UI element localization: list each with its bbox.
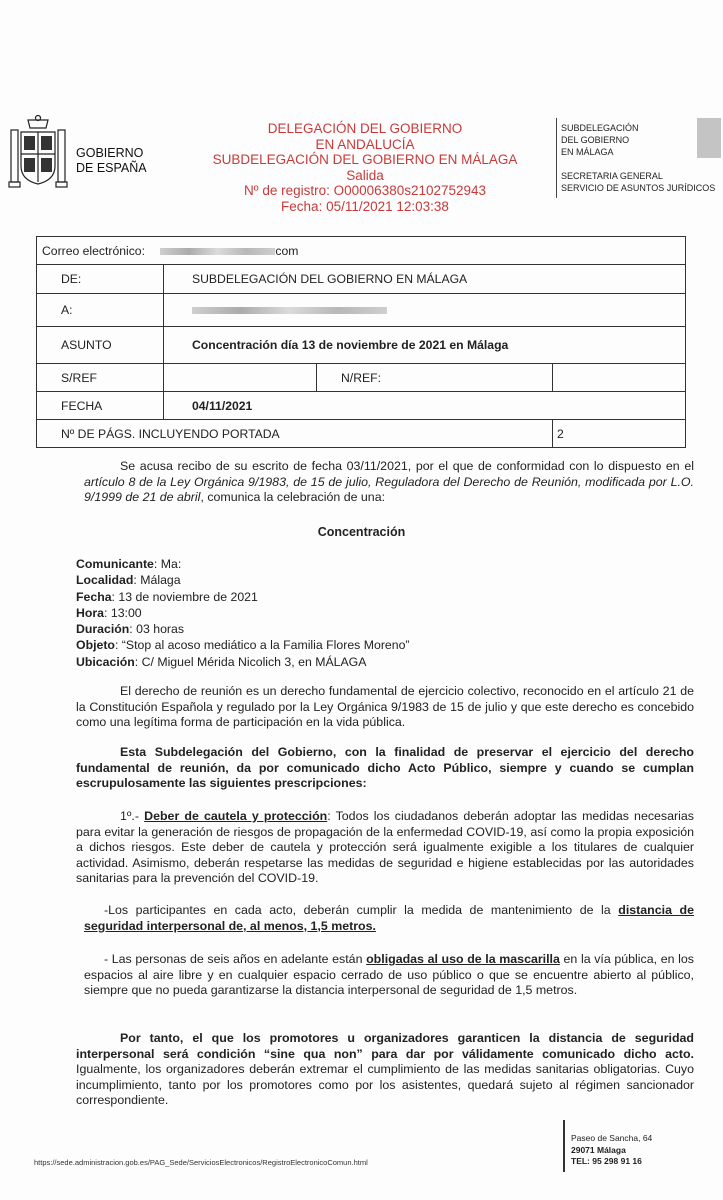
gobierno-de-espana-label: GOBIERNO DE ESPAÑA bbox=[76, 146, 147, 175]
footer-url: https://sede.administracion.gob.es/PAG_Sede/ServiciosElectronicos/RegistroElectronicoComun.html bbox=[34, 1158, 368, 1167]
table-row bbox=[37, 237, 686, 265]
nref-label: N/REF: bbox=[341, 370, 381, 385]
a-label: A: bbox=[37, 294, 164, 327]
table-row bbox=[37, 294, 686, 327]
pages-value: 2 bbox=[553, 420, 686, 448]
address-divider bbox=[563, 1120, 565, 1172]
sref-label: S/REF bbox=[37, 364, 164, 392]
fecha-value: 04/11/2021 bbox=[164, 392, 686, 420]
correo-label: Correo electrónico: bbox=[42, 243, 145, 258]
detail-fecha: Fecha: 13 de noviembre de 2021 bbox=[76, 589, 258, 604]
footer-address: Paseo de Sancha, 64 29071 Málaga TEL: 95 298 91 16 bbox=[571, 1133, 653, 1166]
distancia-paragraph: -Los participantes en cada acto, deberán cumplir la medida de mantenimiento de la distancia de seguridad interpersonal de, al menos, 1,5 metros. bbox=[84, 903, 694, 933]
prescripciones-paragraph: Esta Subdelegación del Gobierno, con la finalidad de preservar el ejercicio del derecho fundamental de reunión, da por comunicado dicho Acto Público, siempre y cuando se cumplan escrupulosamente las siguientes prescripciones: bbox=[76, 745, 694, 790]
detail-hora: Hora: 13:00 bbox=[76, 605, 142, 620]
table-row bbox=[37, 420, 686, 448]
redacted-email bbox=[160, 248, 275, 255]
conclusion-paragraph: Por tanto, el que los promotores u organizadores garanticen la distancia de seguridad interpersonal será condición “sine qua non” para dar por válidamente comunicado dicho acto. Igualmente, los organizadores deberán extremar el cumplimiento de las medidas sanitarias obligatorias. Cuyo incumplimiento, tanto por los promotores como por los asistentes, quedará sujeto al régimen sancionador correspondiente. bbox=[76, 1031, 694, 1107]
asunto-value: Concentración día 13 de noviembre de 2021 en Málaga bbox=[164, 327, 686, 364]
cover-table bbox=[36, 236, 686, 448]
fecha-label: FECHA bbox=[37, 392, 164, 420]
de-value: SUBDELEGACIÓN DEL GOBIERNO EN MÁLAGA bbox=[164, 265, 686, 294]
details-list bbox=[76, 556, 410, 670]
intro-paragraph: Se acusa recibo de su escrito de fecha 03/11/2021, por el que de conformidad con lo dispuesto en el artículo 8 de la Ley Orgánica 9/1983, de 15 de julio, Reguladora del Derecho de Reunión, modificada por L.O. 9/1999 de 21 de abril, comunica la celebración de una: bbox=[84, 459, 694, 504]
mascarilla-paragraph: - Las personas de seis años en adelante están obligadas al uso de la mascarilla en la vía pública, en los espacios al aire libre y en cualquier espacio cerrado de uso público o que se encuentre abierto al público, siempre que no pueda garantizarse la distancia interpersonal de seguridad de 1,5 metros. bbox=[84, 952, 694, 997]
correo-value: com bbox=[275, 243, 299, 258]
detail-ubicacion: Ubicación: C/ Miguel Mérida Nicolich 3, en MÁLAGA bbox=[76, 654, 367, 669]
derecho-paragraph: El derecho de reunión es un derecho fundamental de ejercicio colectivo, reconocido en el artículo 21 de la Constitución Española y regulado por la Ley Orgánica 9/1983 de 15 de julio y que este derecho es concebido como una legítima forma de participación en la vida pública. bbox=[76, 684, 694, 729]
decorative-block bbox=[697, 118, 721, 158]
table-row bbox=[37, 327, 686, 364]
table-row bbox=[37, 265, 686, 294]
detail-objeto: Objeto: “Stop al acoso mediático a la Familia Flores Moreno” bbox=[76, 638, 410, 653]
table-row bbox=[37, 392, 686, 420]
detail-localidad: Localidad: Málaga bbox=[76, 573, 181, 588]
coat-of-arms-logo bbox=[8, 114, 68, 194]
deber-cautela-paragraph: 1º.- Deber de cautela y protección: Todos los ciudadanos deberán adoptar las medidas necesarias para evitar la generación de riesgos de propagación de la enfermedad COVID-19, así como la propia exposición a dichos riesgos. Este deber de cautela y protección será igualmente exigible a los titulares de cualquier actividad. Asimismo, deberán respetarse las medidas de seguridad e higiene establecidas por las autoridades sanitarias para la prevención del COVID-19. bbox=[76, 809, 694, 885]
asunto-label: ASUNTO bbox=[37, 327, 164, 364]
table-row bbox=[37, 364, 686, 392]
registry-stamp: DELEGACIÓN DEL GOBIERNO EN ANDALUCÍA SUBDELEGACIÓN DEL GOBIERNO EN MÁLAGA Salida Nº de registro: O00006380s2102752943 Fecha: 05/11/2021 12:03:38 bbox=[212, 121, 518, 214]
pages-label: Nº DE PÁGS. INCLUYENDO PORTADA bbox=[37, 420, 553, 448]
detail-duracion: Duración: 03 horas bbox=[76, 622, 184, 637]
subdelegacion-label: SUBDELEGACIÓN DEL GOBIERNO EN MÁLAGA bbox=[561, 123, 639, 157]
secretaria-label: SECRETARIA GENERAL SERVICIO DE ASUNTOS JURÍDICOS bbox=[561, 171, 716, 193]
de-label: DE: bbox=[37, 265, 164, 294]
redacted-recipient bbox=[192, 307, 387, 314]
document-title: Concentración bbox=[317, 525, 406, 539]
detail-comunicante: Comunicante: Ma: bbox=[76, 557, 182, 571]
